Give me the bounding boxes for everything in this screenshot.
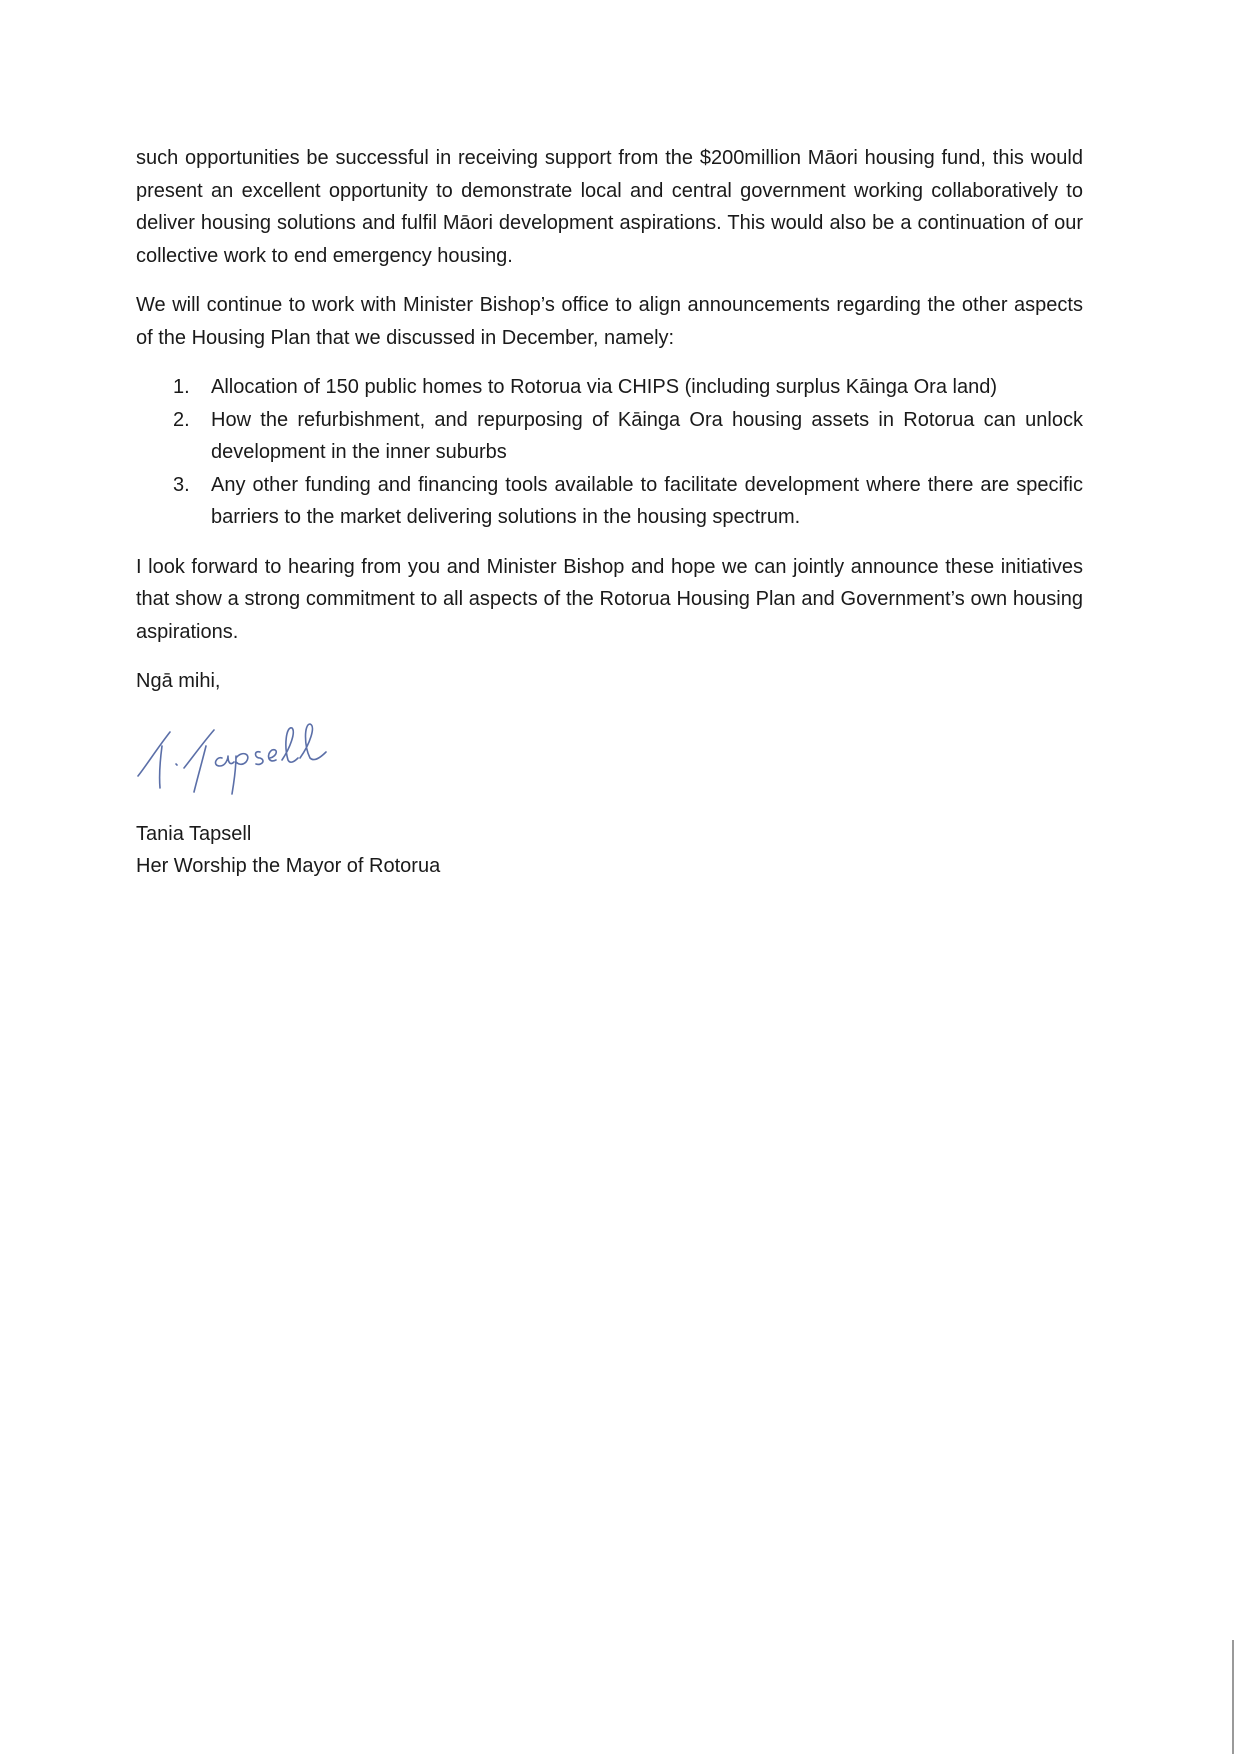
list-item-number: 3.: [173, 473, 190, 496]
list-item-number: 1.: [173, 376, 190, 398]
letter-body: [136, 142, 1083, 883]
signatory-title: Her Worship the Mayor of Rotorua: [136, 855, 441, 877]
list-item: [136, 371, 1083, 404]
handwritten-signature: [132, 706, 362, 806]
housing-plan-list: [136, 371, 1083, 534]
closing-paragraph: I look forward to hearing from you and Minister Bishop and hope we can jointly announce these initiatives that show a strong commitment to all aspects of the Rotorua Housing Plan and Government’s own housing aspirations.: [136, 555, 1083, 643]
list-item-number: 2.: [173, 408, 190, 431]
signatory-name: Tania Tapsell: [136, 822, 252, 845]
list-item: [136, 469, 1083, 534]
list-item: [136, 404, 1083, 469]
body-paragraph: such opportunities be successful in receiving support from the $200million Māori housing fund, this would present an excellent opportunity to demonstrate local and central government working collaboratively to deliver housing solutions and fulfil Māori development aspirations. This would also be a continuation of our collective work to end emergency housing.: [136, 147, 1083, 267]
body-paragraph: We will continue to work with Minister Bishop’s office to align announcements regarding the other aspects of the Housing Plan that we discussed in December, namely:: [136, 294, 1083, 349]
closing-salutation: Ngā mihi,: [136, 670, 221, 692]
list-item-text: Allocation of 150 public homes to Rotorua via CHIPS (including surplus Kāinga Ora land): [211, 376, 997, 398]
list-item-text: How the refurbishment, and repurposing of Kāinga Ora housing assets in Rotorua can unlock development in the inner suburbs: [211, 408, 1083, 463]
scan-edge-mark: [1232, 1640, 1234, 1754]
list-item-text: Any other funding and financing tools available to facilitate development where there are specific barriers to the market delivering solutions in the housing spectrum.: [211, 473, 1083, 528]
